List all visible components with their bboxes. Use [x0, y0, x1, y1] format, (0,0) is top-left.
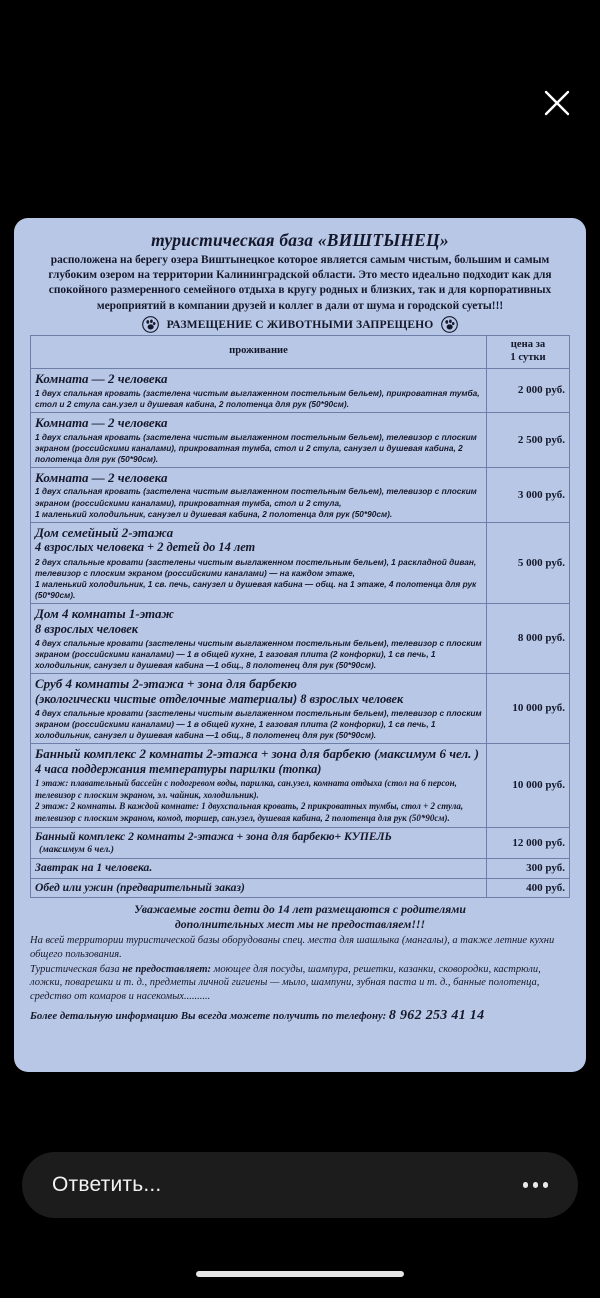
- row-title: Дом 4 комнаты 1-этаж: [35, 605, 174, 621]
- table-row: [31, 878, 570, 897]
- table-header-row: [31, 335, 570, 368]
- row-subtitle: 4 взрослых человека + 2 детей до 14 лет: [35, 540, 256, 555]
- table-row: [31, 673, 570, 743]
- row-price: 300 руб.: [487, 859, 570, 878]
- column-header-description: проживание: [31, 335, 487, 368]
- row-details: 4 двух спальные кровати (застелены чистым выглаженном постельным бельем), телевизор с плоским экраном (российскими каналами) — 1 в общей кухне, 1 газовая плита (2 конфорки), 1 св печь, 1 холодильник, санузел и душевая кабина —1 общ., 8 полотенец для рук (50*90см).: [35, 637, 482, 670]
- row-title: Дом семейный 2-этажа: [35, 524, 174, 540]
- row-price: 2 000 руб.: [487, 368, 570, 412]
- contact-line: [30, 1007, 570, 1025]
- more-dot-2: [533, 1182, 539, 1188]
- row-description-cell: [31, 603, 487, 673]
- close-button[interactable]: [532, 78, 582, 128]
- table-row: [31, 467, 570, 522]
- table-row: [31, 368, 570, 412]
- contact-text: Более детальную информацию Вы всегда можете получить по телефону:: [30, 1009, 387, 1022]
- pets-notice-text: РАЗМЕЩЕНИЕ С ЖИВОТНЫМИ ЗАПРЕЩЕНО: [166, 317, 434, 331]
- table-row: [31, 827, 570, 858]
- row-price: 10 000 руб.: [487, 673, 570, 743]
- price-table-body: [31, 368, 570, 897]
- footer-para2-bold: не предоставляет:: [122, 963, 212, 975]
- row-description-cell: [31, 368, 487, 412]
- price-table: [30, 335, 570, 898]
- footer-paragraph-2: [30, 963, 570, 1004]
- row-details: 1 двух спальная кровать (застелена чистым выглаженном постельным бельем), телевизор с плоским экраном (российскими каналами), прикроватная тумба, стол и 2 стула, санузел и душевая кабина, 2 полотенца для рук (50*90см).: [35, 431, 477, 464]
- footer-para2-lead: Туристическая база: [30, 963, 123, 975]
- table-row: [31, 603, 570, 673]
- row-details: 1 этаж: плавательный бассейн с подогревом воды, парилка, сан.узел, комната отдыха (стол на 6 персон, телевизор с плоским экраном, эл. чайник, холодильник). 2 этаж: 2 комнаты. В каждой комнате: 1 двухспальная кровать, 2 прикроватных тумбы, стол + 2 стула, телевизор с плоским экраном, комод, торшер, сан.узел, душевая кабина, 2 полотенца для рук (50*90см).: [35, 777, 464, 823]
- row-description-cell: [31, 827, 487, 858]
- row-title: Обед или ужин (предварительный заказ): [35, 880, 245, 894]
- row-title: Банный комплекс 2 комнаты 2-этажа + зона для барбекю+ КУПЕЛЬ: [35, 829, 392, 843]
- row-title: Комната — 2 человека: [35, 370, 168, 386]
- footer-paragraph-1: На всей территории туристической базы оборудованы спец. места для шашлыка (мангалы), а также летние кухни общего пользования.: [30, 935, 555, 961]
- row-price: 400 руб.: [487, 878, 570, 897]
- more-options-icon[interactable]: [519, 1172, 553, 1198]
- row-details: 1 двух спальная кровать (застелена чистым выглаженном постельным бельем), прикроватная тумба, стол и 2 стула сан.узел и душевая кабина, 2 полотенца для рук (50*90см).: [35, 387, 480, 409]
- document-body: [14, 218, 586, 1072]
- page-title: туристическая база «ВИШТЫНЕЦ»: [151, 230, 449, 250]
- row-description-cell: [31, 412, 487, 467]
- paw-print-icon-right: [441, 316, 458, 333]
- more-dot-1: [523, 1182, 529, 1188]
- row-description-cell: [31, 467, 487, 522]
- row-price: 5 000 руб.: [487, 522, 570, 603]
- column-header-price-line1: цена за: [510, 339, 546, 351]
- price-list-image[interactable]: [14, 218, 586, 1072]
- table-row: [31, 412, 570, 467]
- row-title: Комната — 2 человека: [35, 469, 168, 485]
- column-header-price-line2: 1 сутки: [510, 351, 546, 363]
- intro-paragraph: расположена на берегу озера Виштынецкое которое является самым чистым, большим и самым глубоким озером на территории Калининградской области. Это место идеально подходит как для спокойного размеренного семейного отдыха в кругу родных и близких, так и для корпоративных мероприятий в компании друзей и коллег в дали от шума и городской суеты!!!: [48, 254, 552, 312]
- guests-notice-line2: дополнительных мест мы не предоставляем!!!: [174, 916, 426, 931]
- phone-number[interactable]: 8 962 253 41 14: [388, 1007, 485, 1023]
- row-subtitle: (экологически чистые отделочные материалы) 8 взрослых человек: [35, 691, 404, 706]
- more-dot-3: [543, 1182, 549, 1188]
- reply-input[interactable]: [22, 1152, 578, 1218]
- guests-notice: [36, 902, 564, 931]
- row-note: (максимум 6 чел.): [39, 844, 114, 856]
- column-header-price: [487, 335, 570, 368]
- row-details: 1 двух спальная кровать (застелена чистым выглаженном постельным бельем), телевизор с плоским экраном (российскими каналами), прикроватная тумба, стол и 2 стула, 1 маленький холодильник, санузел и душевая кабина, 2 полотенца для рук (50*90см).: [35, 486, 477, 519]
- row-subtitle: 8 взрослых человек: [35, 621, 139, 636]
- row-description-cell: [31, 522, 487, 603]
- row-price: 3 000 руб.: [487, 467, 570, 522]
- row-description-cell: [31, 859, 487, 878]
- row-description-cell: [31, 743, 487, 827]
- row-price: 10 000 руб.: [487, 743, 570, 827]
- table-row: [31, 743, 570, 827]
- guests-notice-line1: Уважаемые гости дети до 14 лет размещаются с родителями: [134, 902, 466, 917]
- row-details: 4 двух спальные кровати (застелены чистым выглаженном постельным бельем), телевизор с плоским экраном (российскими каналами) — 1 в общей кухне, 1 газовая плита (2 конфорки), 1 св печь, 1 холодильник, санузел и душевая кабина —1 общ., 8 полотенец для рук (50*90см).: [35, 707, 482, 740]
- close-icon: [542, 88, 572, 118]
- row-price: 12 000 руб.: [487, 827, 570, 858]
- table-row: [31, 522, 570, 603]
- row-description-cell: [31, 673, 487, 743]
- row-description-cell: [31, 878, 487, 897]
- row-details: 2 двух спальные кровати (застелены чистым выглаженном постельным бельем), 1 раскладной диван, телевизор с плоским экраном (российскими каналами) — на каждом этаже, 1 маленький холодильник, 1 св. печь, санузел и душевая кабина — общ. на 1 этаже, 4 полотенца для рук (50*90см).: [35, 556, 477, 600]
- home-indicator: [196, 1271, 404, 1277]
- reply-placeholder: Ответить...: [52, 1173, 162, 1196]
- table-row: [31, 859, 570, 878]
- row-title: Комната — 2 человека: [35, 414, 168, 430]
- row-subtitle: 4 часа поддержания температуры парилки (топка): [35, 761, 322, 776]
- row-title: Завтрак на 1 человека.: [35, 861, 153, 875]
- footer-para2-rest: моющее для посуды, шампура, решетки, казанки, сковородки, кастрюли, ложки, поварешки и т. д., предметы личной гигиены — мыло, шампуни, зубная паста и т. д., банные полотенца, средство от комаров и насекомых..........: [30, 963, 541, 1003]
- row-title: Банный комплекс 2 комнаты 2-этажа + зона для барбекю (максимум 6 чел. ): [35, 745, 479, 761]
- row-price: 2 500 руб.: [487, 412, 570, 467]
- paw-print-icon: [142, 316, 159, 333]
- pets-notice: [30, 316, 570, 333]
- row-title: Сруб 4 комнаты 2-этажа + зона для барбекю: [35, 675, 297, 691]
- row-price: 8 000 руб.: [487, 603, 570, 673]
